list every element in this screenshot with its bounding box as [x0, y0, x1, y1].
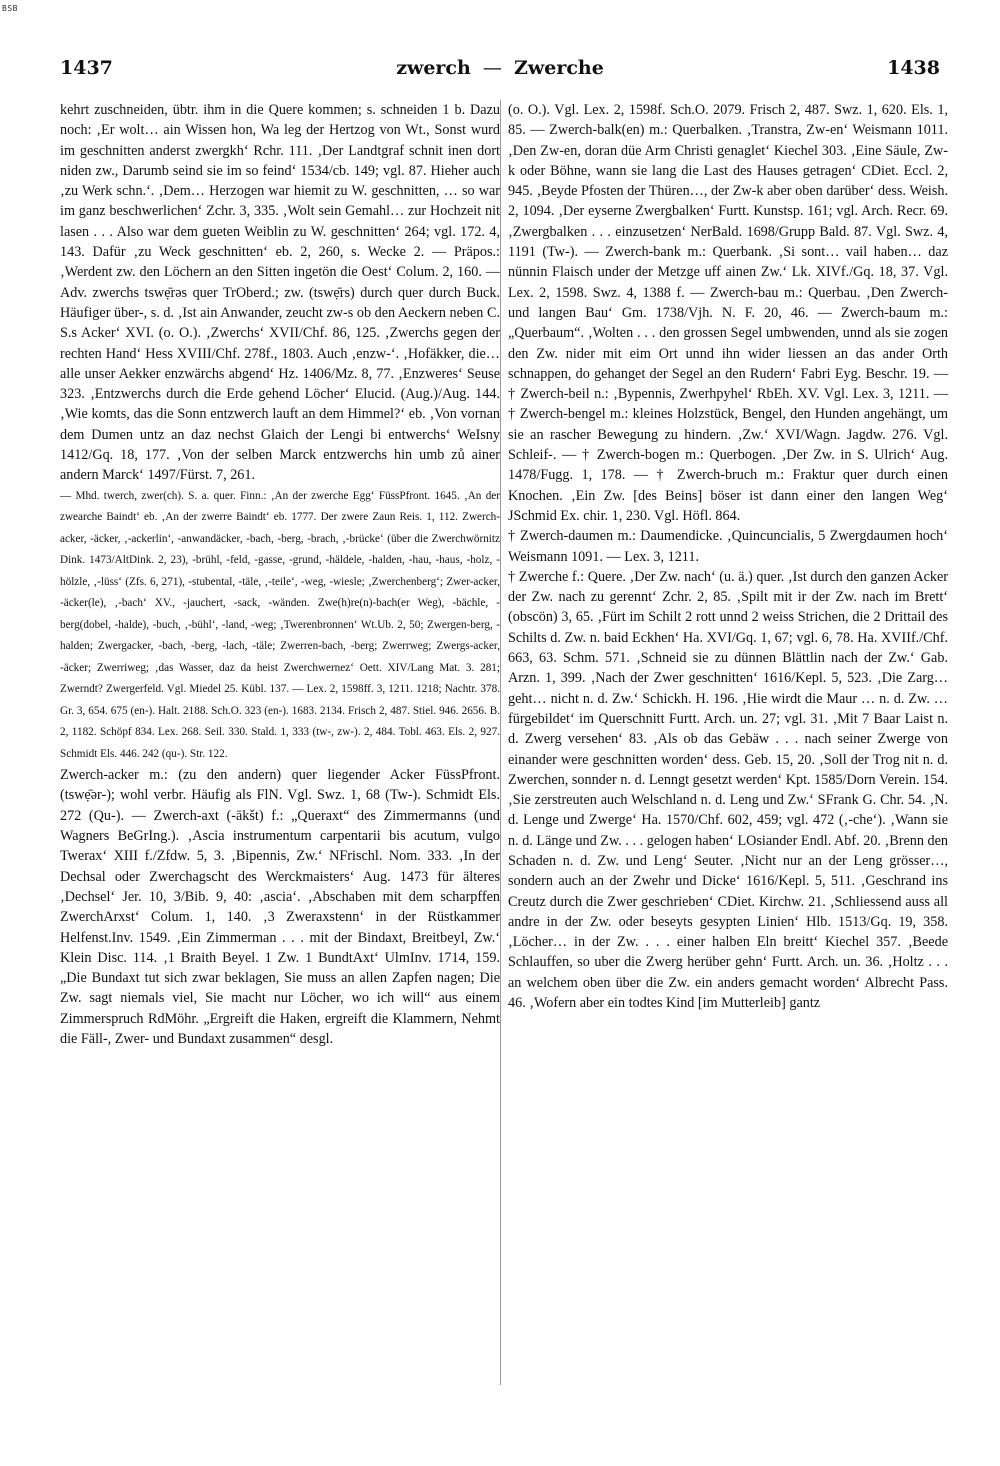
running-head-first: zwerch: [396, 57, 471, 79]
running-head-last: Zwerche: [514, 57, 604, 79]
running-head: [0, 57, 1000, 79]
entry-etymology: — Mhd. twerch, zwer(ch). S. a. quer. Finn.: ‚An der zwerche Egg‘ FüssPfront. 1645. ‚An der zwearche Baindt‘ eb. ‚An der zwerre Baindt‘ eb. 1777. Der zwere Zaun Reis. 1, 112. Zwerch-acker, -äcker, ‚-ackerlin‘, -anwandäcker, -bach, -berg, -brach, ‚-brücke‘ (über die Zwerchwörnitz Dink. 1473/AltDink. 2, 23), -brühl, -feld, -gasse, -grund, -häldele, -halden, -hau, -haus, -holz, -hölzle, ‚-lüss‘ (Zfs. 6, 271), -stubental, -täle, ‚-teile‘, -weg, -wiesle; ‚Zwerchenberg‘; Zwer-acker, -äcker(le), ‚-bach‘ XV., -jauchert, -sack, -wänden. Zwe(h)re(n)-bach(er Weg), -bächle, -berg(dobel, -halde), -buch, ‚-bühl‘, -land, -weg; ‚Twerenbronnen‘ Wt.Ub. 2, 50; Zwergen-berg, -halden; Zwergacker, -bach, -berg, -lach, -täle; Zwerren-bach, -berg; Zwerrweg; Zwergs-acker, -äcker; Zwerriweg; ‚das Wasser, daz da heist Zwerchwernez‘ Oett. XIV/Lang Mat. 3. 281; Zwerndt? Zwergerfeld. Vgl. Miedel 25. Kübl. 137. — Lex. 2, 1598ff. 3, 1211. 1218; Nachtr. 378. Gr. 3, 654. 675 (en-). Halt. 2188. Sch.O. 323 (en-). 1683. 2134. Frisch 2, 487. Stiel. 946. 2656. B. 2, 1182. Schöpf 834. Lex. 268. Seil. 330. Stald. 1, 333 (tw-, zw-). 2, 484. Tobl. 463. Els. 2, 927. Schmidt Els. 446. 242 (qu-). Str. 122.: [60, 489, 500, 760]
entry-zwerche: † Zwerche f.: Quere. ‚Der Zw. nach‘ (u. ä.) quer. ‚Ist durch den ganzen Acker der Zw. nach zu gerennt‘ Zchr. 2, 85. ‚Spilt mit ir der Zw. nach im Brett‘ (obscön) 3, 65. ‚Fürt im Schilt 2 rott unnd 2 weiss Strichen, die 2 Drittail des Schilts d. Zw. n. baid Eckhen‘ Ha. XVI/Gq. 1, 67; vgl. 6, 78. Ha. XVIIf./Chf. 663, 63. Schm. 571. ‚Schneid sie zu dünnen Blättlin nach der Zw.‘ Gab. Arzn. 1, 399. ‚Nach der Zwer geschnitten‘ 1616/Kepl. 5, 523. ‚Die Zarg… geht… nicht n. d. Zw.‘ Schickh. H. 196. ‚Hie wirdt die Maur … n. d. Zw. … fürgebildet‘ im Querschnitt Furtt. Arch. un. 27; vgl. 31. ‚Mit 7 Baar Laist n. d. Zwerg versehen‘ 83. ‚Als ob das Gebäw . . . nach seiner Zwerge von einander were geschnitten worden‘ dess. Geb. 15, 20. ‚Soll der Trog nit n. d. Zwerchen, sonnder n. d. Lenngt gesetzt werden‘ Kpt. 1585/Dorn Verein. 154. ‚Sie zerstreuten auch Welschland n. d. Leng und Zw.‘ SFrank G. Chr. 54. ‚N. d. Lenge und Zwerge‘ Ha. 1570/Chf. 602, 459; vgl. 472 (‚-che‘). ‚Wann sie n. d. Länge und Zw. . . . gelogen haben‘ LOsiander Endl. Abf. 20. ‚Brenn den Schaden n. d. Zw. und Leng‘ Seuter. ‚Nicht nur an der Leng grösser…, sondern auch an der Zwehr und Dicke‘ 1616/Kepl. 5, 511. ‚Geschrand ins Creutz durch die Zwer geschrieben‘ CDiet. Kirchw. 21. ‚Schliessend auss all andre in der Zw. oder beseyts gesypten Linien‘ Hlb. 1513/Gq. 19, 358. ‚Löcher… in der Zw. . . . einer halben Eln breitt‘ Kiechel 357. ‚Beede Schlauffen, so uber die Zwerg herüber gehn‘ Furtt. Arch. un. 36. ‚Holtz . . . an welchem oben über die Zw. ein anders gemacht worden‘ Albrecht Pass. 46. ‚Wofern aber ein todtes Kind [im Mutterleib] gantz: [508, 568, 948, 1012]
page-number-left: 1437: [60, 57, 113, 79]
entry-text: kehrt zuschneiden, übtr. ihm in die Quere kommen; s. schneiden 1 b. Dazu noch: ‚Er wolt… ain Wissen hon, Wa leg der Hertzog von Wt., Sonst wurd im geschnitten anderst zwergkh‘ Rchr. 111. ‚Der Landtgraf schnit inen dort niden zw., Darumb seind sie im so feind‘ 1534/cb. 149; vgl. 87. Hieher auch ‚zu Werk schn.‘. ‚Dem… Herzogen war hiemit zu W. geschnitten, … so war im ganz beschwerlichen‘ Zchr. 3, 335. ‚Wolt sein Gemahl… zur Hochzeit nit lasen . . . Also war dem gueten Weiblin zu W. geschnitten‘ 264; vgl. 172. 4, 143. Dafür ‚zu Weck geschnitten‘ eb. 2, 260, s. Wecke 2. — Präpos.: ‚Werdent zw. den Löchern an den Sitten ingetön die Oest‘ Colum. 2, 160. — Adv. zwerchs tswẹ̄rəs quer TrOberd.; zw. (tswẹ̄rs) durch quer durch Buck. Häufiger über-, s. d. ‚Ist ain Anwander, zeucht zw-s ob den Aeckern neben C. S.s Acker‘ XVI. (o. O.). ‚Zwerchs‘ XVII/Chf. 86, 125. ‚Zwerchs gegen der rechten Hand‘ Hess XVIII/Chf. 278f., 1803. Auch ‚enzw-‘. ‚Hofäkker, die… alle unser Aekker enzwärchs abgend‘ Hz. 1406/Mz. 8, 77. ‚Enzweres‘ Seuse 323. ‚Entzwerchs durch die Erde gehend Löcher‘ Elucid. (Aug.)/Aug. 144. ‚Wie komts, das die Sonn entzwerch lauft an dem Himmel?‘ eb. ‚Von vornan dem Dumen untz an daz nechst Glaich der Lengi bi entwerchs‘ WeIsny 1412/Gq. 18, 177. ‚Von der selben Marck entzwerchs hin umb zů ainer andern Marck‘ 1497/Fürst. 7, 261.: [60, 102, 500, 484]
right-column: [508, 100, 948, 1400]
entry-zwerch-balken: (o. O.). Vgl. Lex. 2, 1598f. Sch.O. 2079. Frisch 2, 487. Swz. 1, 620. Els. 1, 85. — Zwerch-balk(en) m.: Querbalken. ‚Transtra, Zw-en‘ Weismann 1011. ‚Den Zw-en, doran düe Arm Christi genaglet‘ Kiechel 303. ‚Eine Säule, Zw-k oder Böhne, wann sie lang die Last des Hauses getragen‘ CDiet. Eccl. 2, 945. ‚Beyde Pfosten der Thüren…, der Zw-k aber oben darüber‘ dess. Weish. 2, 1094. ‚Der eyserne Zwergbalken‘ Furtt. Kunstsp. 161; vgl. Arch. Recr. 69. ‚Zwergbalken . . . einzusetzen‘ NerBald. 1698/Grupp Bald. 87. Vgl. Swz. 4, 1191 (Tw-). — Zwerch-bank m.: Querbank. ‚Si sont… vail haben… daz nünnin Flaisch under der Metzge uff ainen Zw.‘ Lk. XIVf./Gq. 18, 37. Vgl. Lex. 2, 1598. Swz. 4, 1388 f. — Zwerch-bau m.: Querbau. ‚Den Zwerch- und langen Bau‘ Gm. 1738/Vjh. N. F. 20, 46. — Zwerch-baum m.: „Querbaum“. ‚Wolten . . . den grossen Segel umbwenden, unnd als sie zogen den Zw. nider mit eim Ort unnd ihn wider liessen an das ander Orth schnappen, do gehanget der Segel an den Rudern‘ Fabri Eyg. Beschr. 19. — † Zwerch-beil n.: ‚Bypennis, Zwerhpyhel‘ RbEh. XV. Vgl. Lex. 3, 1211. — † Zwerch-bengel m.: kleines Holzstück, Bengel, den Hunden angehängt, um sie an rascher Bewegung zu hindern. ‚Zw.‘ XVI/Wagn. Jagdw. 276. Vgl. Schleif-. — † Zwerch-bogen m.: Querbogen. ‚Der Zw. in S. Ulrich‘ Aug. 1478/Fugg. 1, 178. — † Zwerch-bruch m.: Fraktur quer durch einen Knochen. ‚Ein Zw. [des Beins] böser ist dann einer den langen Weg‘ JSchmid Ex. chir. 1, 230. Vgl. Höfl. 864.: [508, 102, 948, 524]
column-divider: [500, 100, 501, 1385]
left-column: [60, 100, 500, 1400]
library-stamp: BSB: [2, 4, 18, 13]
page-number-right: 1438: [887, 57, 940, 79]
entry-zwerch-acker: Zwerch-acker m.: (zu den andern) quer liegender Acker FüssPfront. (tswẹ̄ər-); wohl verbr. Häufig als FlN. Vgl. Swz. 1, 68 (Tw-). Schmidt Els. 272 (Qu-). — Zwerch-axt (-ākšt) f.: „Queraxt“ des Zimmermanns (und Wagners BeGrIng.). ‚Ascia instrumentum carpentarii bis acutum, vulgo Twerax‘ XIII f./Zfdw. 5, 3. ‚Bipennis, Zw.‘ NFrischl. Nom. 333. ‚In der Dechsal oder Zwerchagscht des Werckmaisters‘ Aug. 1473 für älteres ‚Dechsel‘ Jer. 10, 3/Bib. 9, 40: ‚ascia‘. ‚Abschaben mit dem scharpffen ZwerchArxst‘ Colum. 1, 140. ‚3 Zweraxstenn‘ in der Rüstkammer Helfenst.Inv. 1549. ‚Ein Zimmerman . . . mit der Bindaxt, Breitbeyl, Zw.‘ Klein Disc. 114. ‚1 Braith Beyel. 1 Zw. 1 BundtAxt‘ UlmInv. 1714, 159. „Die Bundaxt tut sich zwar beklagen, Sie muss an allen Zapfen nagen; Die Zw. sagt niemals viel, Sie macht nur Löcher, wo ich will“ aus einem Zimmerspruch RdMöhr. „Ergreift die Haken, ergreift die Klammern, Nehmt die Fäll-, Zwer- und Bundaxt zusammen“ desgl.: [60, 767, 500, 1047]
running-head-separator: —: [482, 57, 502, 79]
entry-zwerch-daumen: † Zwerch-daumen m.: Daumendicke. ‚Quincuncialis, 5 Zwergdaumen hoch‘ Weismann 1091. — Lex. 3, 1211.: [508, 528, 948, 565]
